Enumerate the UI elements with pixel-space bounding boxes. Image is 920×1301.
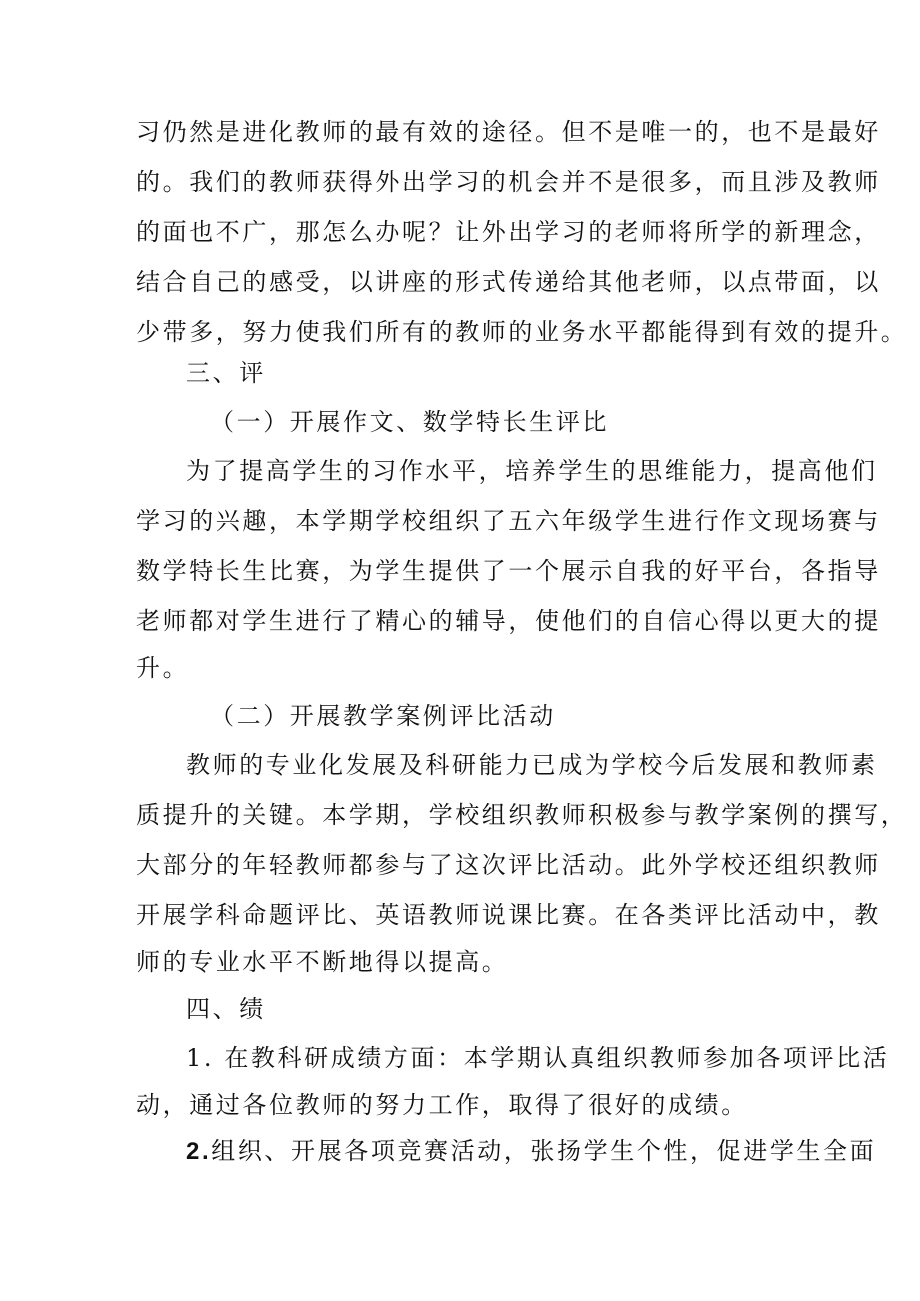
section4-item2-line-1 — [186, 1135, 877, 1168]
sub2-line-3: 大部分的年轻教师都参与了这次评比活动。此外学校还组织教师 — [136, 851, 881, 879]
section3-sub2-heading: （二）开展教学案例评比活动 — [210, 702, 556, 730]
sub2-line-1: 教师的专业化发展及科研能力已成为学校今后发展和教师素 — [186, 751, 878, 779]
section4-item2-number: 2. — [186, 1138, 212, 1165]
sub2-line-2: 质提升的关键。本学期，学校组织教师积极参与教学案例的撰写， — [136, 801, 908, 829]
sub1-line-2: 学习的兴趣，本学期学校组织了五六年级学生进行作文现场赛与 — [136, 507, 881, 535]
intro-line-3: 的面也不广，那怎么办呢？让外出学习的老师将所学的新理念， — [136, 218, 881, 246]
intro-line-2: 的。我们的教师获得外出学习的机会并不是很多，而且涉及教师 — [136, 168, 881, 196]
section4-item2-text: 组织、开展各项竞赛活动，张扬学生个性，促进学生全面 — [211, 1137, 877, 1165]
section4-heading: 四、绩 — [186, 995, 266, 1023]
section3-sub1-heading: （一）开展作文、数学特长生评比 — [210, 408, 609, 436]
intro-line-4: 结合自己的感受，以讲座的形式传递给其他老师，以点带面，以 — [136, 268, 881, 296]
sub1-line-3: 数学特长生比赛，为学生提供了一个展示自我的好平台，各指导 — [136, 557, 881, 585]
intro-line-5: 少带多，努力使我们所有的教师的业务水平都能得到有效的提升。 — [136, 318, 908, 346]
sub1-line-5: 升。 — [136, 654, 190, 682]
sub1-line-4: 老师都对学生进行了精心的辅导，使他们的自信心得以更大的提 — [136, 607, 881, 635]
sub2-line-4: 开展学科命题评比、英语教师说课比赛。在各类评比活动中，教 — [136, 901, 881, 929]
intro-line-1: 习仍然是进化教师的最有效的途径。但不是唯一的，也不是最好 — [136, 118, 881, 146]
section4-item1-line-2: 动，通过各位教师的努力工作，取得了很好的成绩。 — [136, 1091, 748, 1119]
sub2-line-5: 师的专业水平不断地得以提高。 — [136, 948, 509, 976]
section4-item1-line-1: 1. 在教科研成绩方面：本学期认真组织教师参加各项评比活 — [186, 1044, 890, 1072]
sub1-line-1: 为了提高学生的习作水平，培养学生的思维能力，提高他们 — [186, 457, 878, 485]
section3-heading: 三、评 — [186, 359, 266, 387]
